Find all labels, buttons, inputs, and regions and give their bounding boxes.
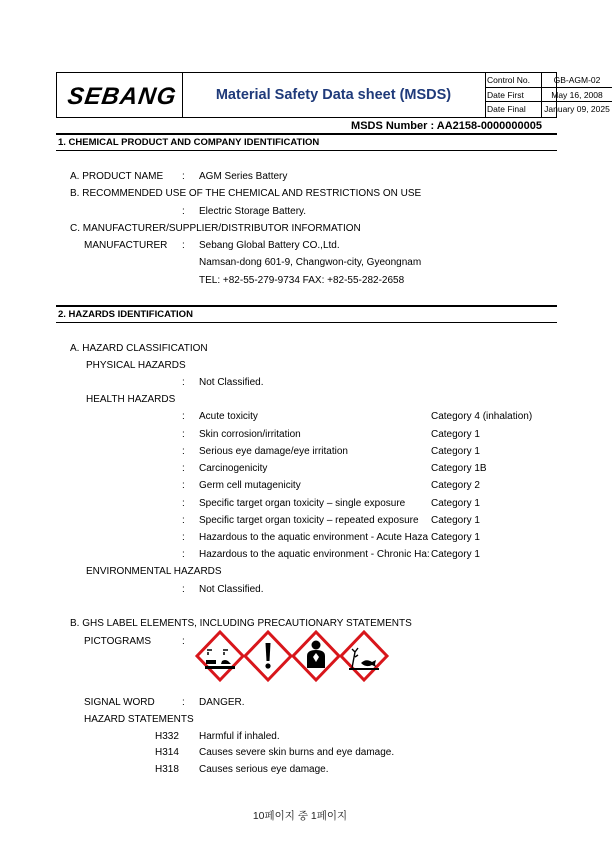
- colon: :: [182, 697, 185, 708]
- control-labels: [485, 73, 542, 117]
- health-hazard: Hazardous to the aquatic environment - Chronic Ha:: [199, 549, 430, 560]
- health-hazards-label: HEALTH HAZARDS: [86, 394, 176, 405]
- control-label: Control No.: [485, 73, 542, 88]
- colon: :: [182, 377, 185, 388]
- divider: [56, 322, 557, 323]
- health-hazard: Specific target organ toxicity – repeated exposure: [199, 515, 419, 526]
- health-category: Category 1: [431, 549, 480, 560]
- health-hazard: Hazardous to the aquatic environment - Acute Haza: [199, 532, 429, 543]
- environmental-hazards-value: Not Classified.: [199, 584, 264, 595]
- signal-word-value: DANGER.: [199, 697, 245, 708]
- section2-title: 2. HAZARDS IDENTIFICATION: [58, 309, 193, 320]
- recommended-use-value: Electric Storage Battery.: [199, 206, 307, 217]
- colon: :: [182, 240, 185, 251]
- environment-icon: [341, 632, 387, 680]
- product-name-value: AGM Series Battery: [199, 171, 288, 182]
- health-hazard: Skin corrosion/irritation: [199, 429, 301, 440]
- health-category: Category 2: [431, 480, 480, 491]
- control-value: GB-AGM-02: [542, 73, 612, 88]
- manufacturer-info-label: C. MANUFACTURER/SUPPLIER/DISTRIBUTOR INFORMATION: [70, 223, 361, 234]
- header-table: [56, 72, 610, 118]
- health-hazard: Germ cell mutagenicity: [199, 480, 301, 491]
- colon: :: [182, 171, 185, 182]
- manufacturer-line: TEL: +82-55-279-9734 FAX: +82-55-282-2658: [199, 275, 405, 286]
- company-logo: [57, 73, 183, 117]
- manufacturer-line: Sebang Global Battery CO.,Ltd.: [199, 240, 340, 251]
- health-category: Category 1B: [431, 463, 487, 474]
- health-category: Category 1: [431, 515, 480, 526]
- colon: :: [182, 549, 185, 560]
- colon: :: [182, 532, 185, 543]
- manufacturer-label: MANUFACTURER: [84, 240, 168, 251]
- colon: :: [182, 411, 185, 422]
- hazard-classification-label: A. HAZARD CLASSIFICATION: [70, 343, 208, 354]
- pictograms-label: PICTOGRAMS: [84, 636, 152, 647]
- health-category: Category 1: [431, 532, 480, 543]
- corrosion-icon: [197, 632, 243, 680]
- exclamation-icon: [245, 632, 291, 680]
- colon: :: [182, 498, 185, 509]
- control-values: [542, 73, 612, 117]
- health-category: Category 1: [431, 498, 480, 509]
- colon: :: [182, 446, 185, 457]
- divider: [56, 133, 557, 135]
- recommended-use-label: B. RECOMMENDED USE OF THE CHEMICAL AND RESTRICTIONS ON USE: [70, 188, 422, 199]
- svg-text:SEBANG: SEBANG: [65, 83, 178, 110]
- colon: :: [182, 480, 185, 491]
- msds-number: MSDS Number : AA2158-0000000005: [351, 120, 542, 132]
- health-hazard: Serious eye damage/eye irritation: [199, 446, 348, 457]
- hazard-statement: Causes serious eye damage.: [199, 764, 329, 775]
- product-name-label: A. PRODUCT NAME: [70, 171, 164, 182]
- physical-hazards-value: Not Classified.: [199, 377, 264, 388]
- hazard-code: H318: [155, 764, 179, 775]
- hazard-statement: Harmful if inhaled.: [199, 731, 280, 742]
- health-hazard: Specific target organ toxicity – single exposure: [199, 498, 406, 509]
- colon: :: [182, 636, 185, 647]
- signal-word-label: SIGNAL WORD: [84, 697, 155, 708]
- hazard-statement: Causes severe skin burns and eye damage.: [199, 747, 395, 758]
- control-value: January 09, 2025: [544, 104, 610, 115]
- colon: :: [182, 463, 185, 474]
- colon: :: [182, 429, 185, 440]
- control-value: May 16, 2008: [542, 88, 612, 103]
- colon: :: [182, 584, 185, 595]
- environmental-hazards-label: ENVIRONMENTAL HAZARDS: [86, 566, 222, 577]
- health-category: Category 1: [431, 446, 480, 457]
- ghs-label-elements-label: B. GHS LABEL ELEMENTS, INCLUDING PRECAUTIONARY STATEMENTS: [70, 618, 412, 629]
- colon: :: [182, 206, 185, 217]
- page-footer: 10페이지 중 1페이지: [252, 810, 348, 822]
- health-hazard-icon: [293, 632, 339, 680]
- section1-title: 1. CHEMICAL PRODUCT AND COMPANY IDENTIFICATION: [58, 137, 320, 148]
- ghs-pictograms: [195, 630, 391, 684]
- hazard-code: H314: [155, 747, 179, 758]
- hazard-code: H332: [155, 731, 179, 742]
- health-category: Category 1: [431, 429, 480, 440]
- divider: [56, 150, 557, 151]
- manufacturer-line: Namsan-dong 601-9, Changwon-city, Gyeongnam: [199, 257, 422, 268]
- health-hazard: Acute toxicity: [199, 411, 258, 422]
- control-label: Date Final: [485, 102, 542, 117]
- divider: [56, 305, 557, 307]
- control-label: Date First: [485, 88, 542, 103]
- hazard-statements-label: HAZARD STATEMENTS: [84, 714, 194, 725]
- health-hazard: Carcinogenicity: [199, 463, 268, 474]
- sebang-logo-icon: [65, 81, 178, 110]
- colon: :: [182, 515, 185, 526]
- physical-hazards-label: PHYSICAL HAZARDS: [86, 360, 186, 371]
- health-category: Category 4 (inhalation): [431, 411, 533, 422]
- doc-title: Material Safety Data sheet (MSDS): [182, 73, 486, 117]
